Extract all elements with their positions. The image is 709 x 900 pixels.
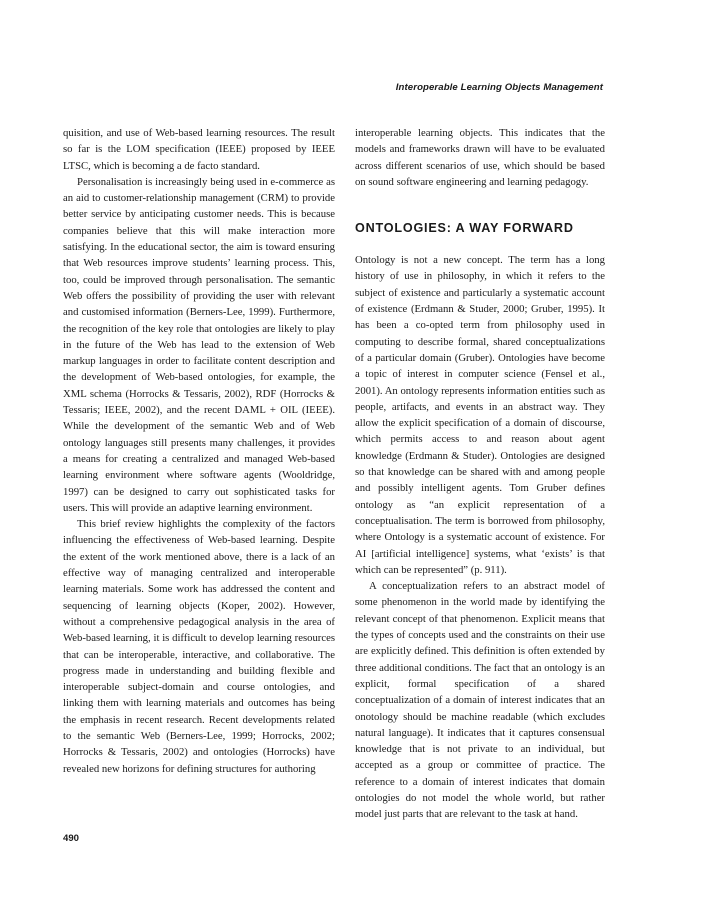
left-column	[63, 125, 335, 777]
section-heading: ONTOLOGIES: A WAY FORWARD	[355, 221, 574, 236]
paragraph: interoperable learning objects. This indicates that the models and frameworks drawn will have to be evaluated across different scenarios of use, which should be based on sound software engineering and learning pedagogy.	[355, 127, 605, 188]
paragraph: Personalisation is increasingly being used in e-commerce as an aid to customer-relationship management (CRM) to provide better service by anticipating customer needs. This is because companies believe that this will make interaction more satisfying. In the educational sector, the aim is toward ensuring that Web resources improve students’ learning process. This, too, could be improved through personalisation. The semantic Web offers the possibility of providing the user with relevant and customised information (Berners-Lee, 1999). Furthermore, the recognition of the key role that ontologies are likely to play in the future of the Web has lead to the extension of Web markup languages in order to facilitate content description and the development of Web-based ontologies, for example, the XML schema (Horrocks & Tessaris, 2002), RDF (Horrocks & Tessaris; IEEE, 2002), and the recent DAML + OIL (IEEE). While the development of the semantic Web and of Web ontology languages still presents many challenges, it provides a means for creating a centralized and managed Web-based learning environment where software agents (Wooldridge, 1997) can be designed to carry out sophisticated tasks for users. This will provide an adaptive learning environment.	[63, 175, 335, 514]
paragraph: A conceptualization refers to an abstract model of some phenomenon in the world made by identifying the relevant concept of that phenomenon. Explicit means that the types of concepts used and the constraints on their use are explicitly defined. This definition is often extended by three additional conditions. The fact that an ontology is an explicit, formal specification of a shared conceptualization of a domain of interest indicates that an onotology should be machine readable (which excludes natural language). It indicates that it captures consensual knowledge that is not private to an individual, but accepted as a group or committee of practice. The reference to a domain of interest indicates that domain ontologies do not model the whole world, but rather model just parts that are relevant to the task at hand.	[355, 580, 605, 821]
paragraph: This brief review highlights the complexity of the factors influencing the effectiveness of Web-based learning. Despite the extent of the work mentioned above, there is a lack of an effective way of managing centralized and interoperable learning materials. Some work has addressed the content and sequencing of learning objects (Koper, 2002). However, without a comprehensive pedagogical analysis in the area of Web-based learning, it is difficult to develop learning resources that can be interoperable, interactive, and collaborative. The progress made in understanding and building flexible and interoperable subject-domain and course ontologies, and linking them with learning materials and outcomes has being the emphasis in recent research. Recent developments related to the semantic Web (Berners-Lee, 1999; Horrocks, 2002; Horrocks & Tessaris, 2002) and ontologies (Horrocks) have revealed new horizons for defining structures for authoring	[63, 518, 335, 775]
right-column	[355, 125, 605, 823]
running-head: Interoperable Learning Objects Management	[395, 82, 603, 93]
paragraph: Ontology is not a new concept. The term has a long history of use in philosophy, in which it refers to the subject of existence and particularly a systematic account of existence (Erdmann & Studer, 2000; Gruber, 1995). It has been a co-opted term from philosophy used in computing to describe formal, shared conceptualizations of a particular domain (Gruber). Ontologies have become a topic of interest in computer science (Fensel et al., 2001). An ontology represents information entities such as people, artifacts, and events in an abstract way. They allow the explicit specification of a domain of discourse, which permits access to and reason about agent knowledge (Erdmann & Studer). Ontologies are designed so that knowledge can be shared with and among people and possibly intelligent agents. Tom Gruber defines ontology as “an explicit representation of a conceptualisation. The term is borrowed from philosophy, where Ontology is a systematic account of existence. For AI [artificial intelligence] systems, what ‘exists’ is that which can be represented” (p. 911).	[355, 254, 605, 576]
paragraph: quisition, and use of Web-based learning resources. The result so far is the LOM specification (IEEE) proposed by IEEE LTSC, which is becoming a de facto standard.	[63, 127, 335, 172]
page-number: 490	[63, 833, 80, 844]
